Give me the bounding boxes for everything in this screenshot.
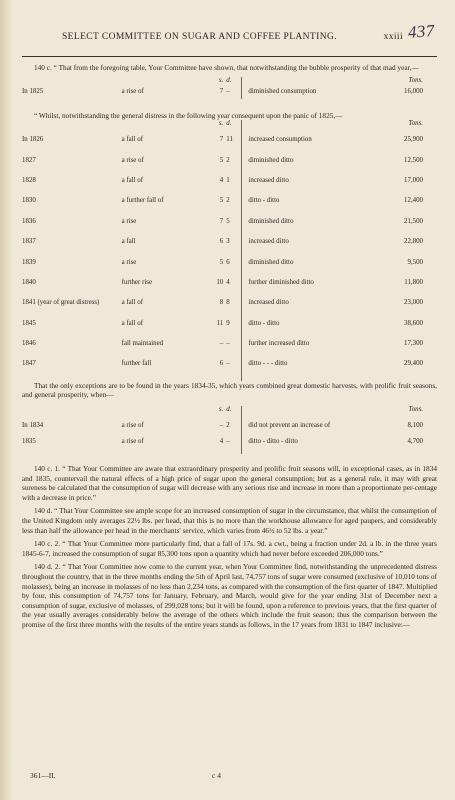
table-row: 1840 further rise 10 4 further diminished ditto 11,800 [22,279,437,299]
table-1834-1835: s. d. Tons. In 1834 a rise of – 2 did not prevent an increase of 8,100 1835 a rise of 4 – ditto - ditto - ditto 4,700 [22,406,437,454]
table-row: In 1825 a rise of 7 – diminished consumption 16,000 [22,88,437,99]
table-row: 1847 further fall 6 – ditto - - - ditto 29,400 [22,360,437,380]
paragraph-140d: 140 d. “ That Your Committee see ample scope for an increased consumption of sugar in the circumstance, that whilst the consumption of the United Kingdom only averages 22½ lbs. per head, that this is no more than the workhouse allowance for aged paupers, and considerably less than half the allowance per head in the merchants' service, which varies from 46½ to 52 lbs. a year.” [22,506,437,535]
paragraph-140d2: 140 d. 2. “ That Your Committee now come to the current year, when Your Committee find, notwithstanding the unprecedented distress throughout the country, that in the three months ending the 5th of April last, 74,757 tons of sugar were consumed (exclusive of 10,010 tons of molasses), being an increase in molasses of no less than 2,234 tons, as compared with the consumption of the first quarter of 1847. Multiplied by four, this consumption of 74,757 tons for January, February, and March, would give for the year ending 31st of December next a consumption of sugar, exclusive of molasses, of 299,028 tons; but it will be found, upon a reference to previous years, that the first quarter of the year usually averages considerably below the average of the others which include the fruit season; thus the comparison between the promise of the first three months with the results of the entire years stands as follows, in the 17 years from 1831 to 1847 inclusive:— [22,562,437,629]
table-row: 1836 a rise 7 5 diminished ditto 21,500 [22,218,437,238]
table-row: 1828 a fall of 4 1 increased ditto 17,000 [22,177,437,197]
table-row: 1837 a fall 6 3 increased ditto 22,800 [22,238,437,258]
table-row: 1845 a fall of 11 9 ditto - ditto 38,600 [22,320,437,340]
table-row: 1827 a rise of 5 2 diminished ditto 12,500 [22,157,437,177]
table-1825: s. d. Tons. In 1825 a rise of 7 – diminished consumption 16,000 [22,77,437,99]
handwritten-folio-number: 437 [407,21,436,42]
table-row: In 1826 a fall of 7 11 increased consumption 25,900 [22,136,437,156]
table-row: 1841 (year of great distress) a fall of 8 8 increased ditto 23,000 [22,299,437,319]
table-row: 1839 a rise 5 6 diminished ditto 9,500 [22,259,437,279]
table-row: 1830 a further fall of 5 2 ditto - ditto 12,400 [22,197,437,217]
footer-signature-mark: c 4 [212,771,221,780]
paragraph-140c1: 140 c. 1. “ That Your Committee are aware that extraordinary prosperity and prolific fruit seasons will, in exceptional cases, as in 1834 and 1835, countervail the natural effects of a high price of sugar upon the general consumption; but as a general rule, it may with great sureness be calculated that the consumption of sugar will decrease with any serious rise and increase in more than a proportionate per-centage with a decrease in price.” [22,464,437,502]
table-row: 1835 a rise of 4 – ditto - ditto - ditto 4,700 [22,438,437,454]
paragraph-140c2: 140 c. 2. “ That Your Committee more particularly find, that a fall of 17s. 9d. a cwt., being a fraction under 2d. a lb. in the three years 1845-6-7, increased the consumption of sugar 85,300 tons upon a quantity which had never before exceeded 206,000 tons.” [22,539,437,558]
page-header [22,21,437,46]
paragraph-intro: 140 c. “ That from the foregoing table, Your Committee have shown, that notwithstanding the bubble prosperity of that mad year,— [34,63,419,72]
table-row: 1846 fall maintained – – further increased ditto 17,300 [22,340,437,360]
table-row: In 1834 a rise of – 2 did not prevent an increase of 8,100 [22,422,437,438]
table-1826-1847: s. d. Tons. In 1826 a fall of 7 11 increased consumption 25,900 1827 a rise of 5 2 diminished ditto 12,500 1828 a fall of 4 1 increased ditto 17,000 1830 a further fall of 5 2 ditto - ditto 12,400 1836 a rise 7 5 diminished ditto 21,500 1837 a fall 6 3 increased ditto 22,800 1839 a rise 5 6 diminished ditto 9,500 1840 further rise 10 4 further diminished ditto 11,800 1841 (year of great distress) a fall of 8 8 increased ditto 23,000 1845 a fall of 11 9 ditto - ditto 38,600 1846 fall maintained – – further increased ditto 17,300 1847 further fall 6 – ditto - - - ditto 29,400 [22,120,437,381]
page-number: xxiii [383,32,403,42]
paragraph-exceptions: That the only exceptions are to be found in the years 1834-35, which years combined great domestic harvests, with prolific fruit seasons, and general prosperity, when— [22,380,437,400]
header-rule [22,56,437,57]
paragraph-panic: “ Whilst, notwithstanding the general distress in the following year consequent upon the panic of 1825,— [34,110,343,120]
running-title: SELECT COMMITTEE ON SUGAR AND COFFEE PLANTING. [62,32,337,42]
footer-print-number: 361—II. [30,771,56,780]
